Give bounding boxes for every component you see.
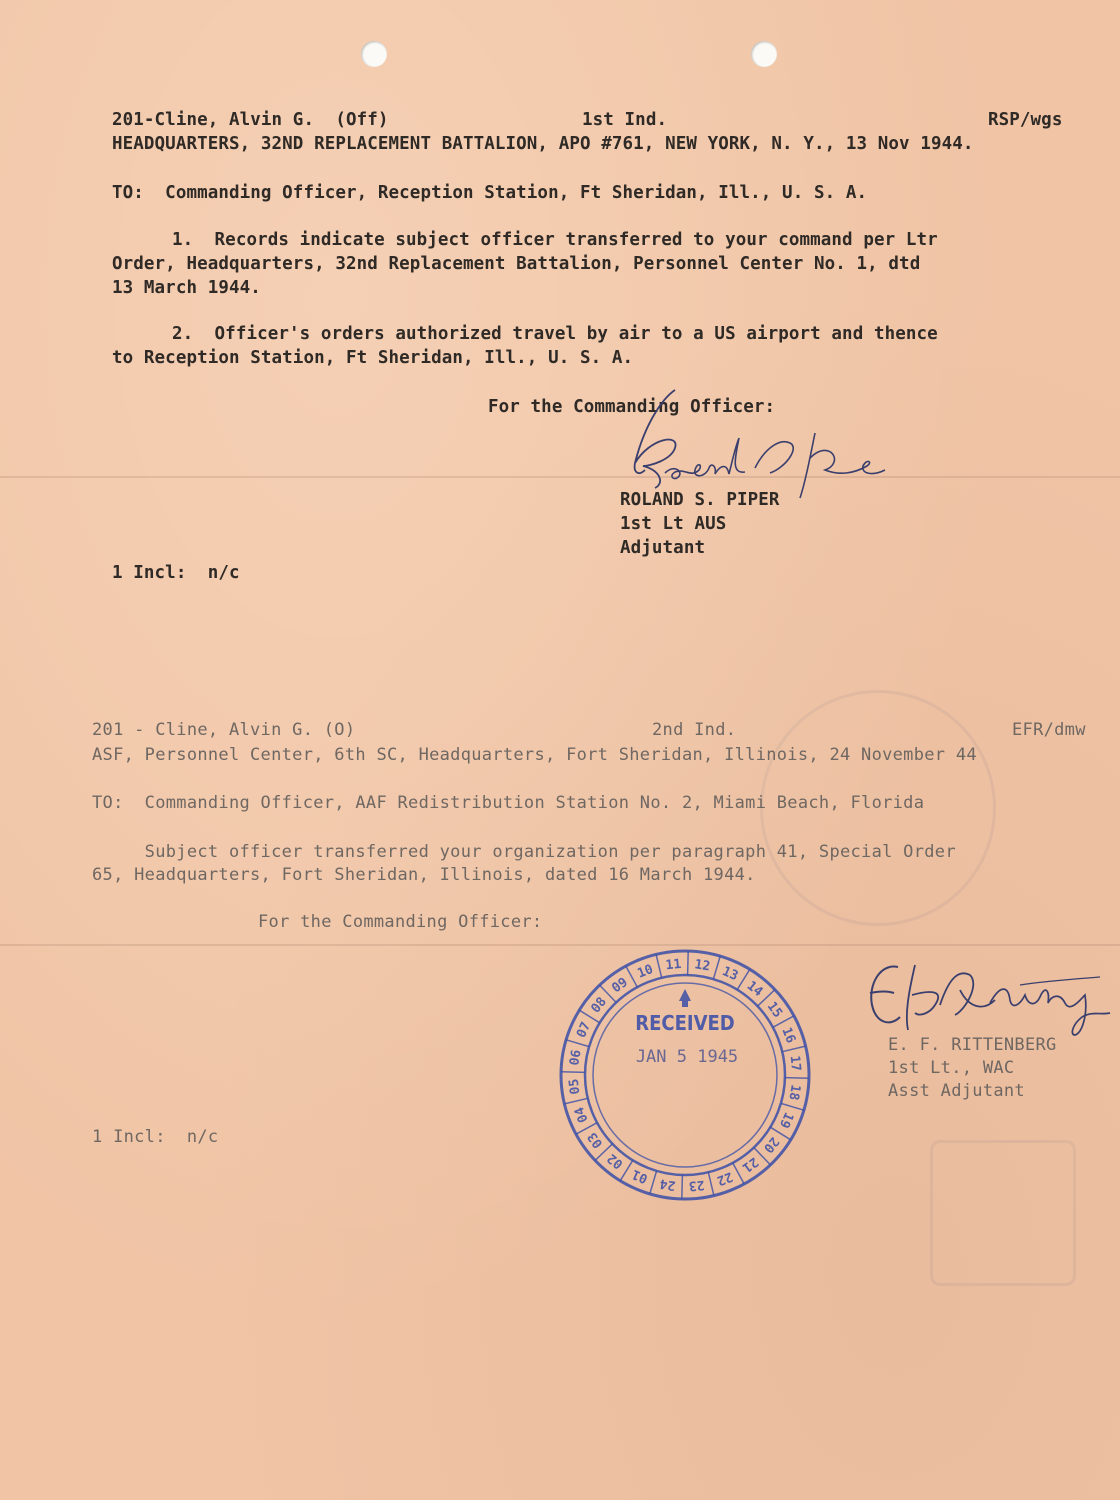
stamp-ring-divider: [566, 1040, 589, 1047]
received-date-stamp: [555, 945, 815, 1205]
signer-title-2: Asst Adjutant: [888, 1081, 1025, 1101]
stamp-ring-number: 08: [588, 994, 610, 1017]
stamp-ring-number: 19: [775, 1109, 796, 1131]
body-line-1: Subject officer transferred your organization per paragraph 41, Special Order: [92, 842, 956, 862]
signer-name-2: E. F. RITTENBERG: [888, 1035, 1057, 1055]
stamp-ring-divider: [688, 951, 689, 975]
indorsement-number: 1st Ind.: [582, 110, 668, 130]
stamp-ring-number: 16: [778, 1025, 799, 1046]
stamp-ring-divider: [781, 1103, 804, 1110]
stamp-ring-number: 18: [785, 1083, 803, 1102]
headquarters-heading-2: ASF, Personnel Center, 6th SC, Headquarters, Fort Sheridan, Illinois, 24 November 44: [92, 745, 977, 765]
stamp-ring-number: 22: [714, 1168, 735, 1189]
faint-background-stamp-2: [930, 1140, 1076, 1286]
signer-name: ROLAND S. PIPER: [620, 490, 780, 510]
stamp-ring-number: 05: [566, 1077, 584, 1096]
addressee-line: TO: Commanding Officer, Reception Station, Ft Sheridan, Ill., U. S. A.: [112, 183, 868, 203]
stamp-ring-number: 17: [786, 1054, 804, 1073]
inclosure-note-2: 1 Incl: n/c: [92, 1127, 219, 1147]
stamp-ring-number: 02: [604, 1150, 627, 1172]
paper-fold-upper: [0, 476, 1120, 478]
stamp-ring-divider: [682, 1175, 683, 1199]
stamp-ring-number: 21: [739, 1153, 761, 1176]
stamp-ring-number: 24: [658, 1175, 677, 1193]
stamp-ring-number: 07: [574, 1019, 595, 1041]
punch-hole-right: [751, 41, 777, 67]
signer-title: Adjutant: [620, 538, 706, 558]
file-reference-2: 201 - Cline, Alvin G. (O): [92, 720, 356, 740]
stamp-received-label: RECEIVED: [635, 1011, 735, 1035]
stamp-ring-number: 03: [584, 1129, 607, 1151]
paragraph-1-line-1: 1. Records indicate subject officer transferred to your command per Ltr: [172, 230, 938, 250]
reference-initials-2: EFR/dmw: [1012, 720, 1086, 740]
stamp-ring-divider: [708, 1172, 714, 1195]
stamp-ring-divider: [650, 1171, 657, 1194]
signer-rank: 1st Lt AUS: [620, 514, 727, 534]
stamp-ring-number: 15: [763, 999, 786, 1021]
punch-hole-left: [361, 41, 387, 67]
stamp-ring-number: 09: [609, 974, 631, 997]
addressee-line-2: TO: Commanding Officer, AAF Redistribution Station No. 2, Miami Beach, Florida: [92, 793, 925, 813]
stamp-ring-divider: [656, 954, 662, 977]
stamp-ring-divider: [785, 1078, 809, 1079]
paragraph-2-line-2: to Reception Station, Ft Sheridan, Ill., U. S. A.: [112, 348, 634, 368]
stamp-ring-divider: [561, 1072, 585, 1073]
stamp-ring-divider: [713, 956, 720, 979]
stamp-ring-divider: [782, 1046, 805, 1052]
signature-closing-2: For the Commanding Officer:: [258, 912, 543, 932]
paragraph-1-line-3: 13 March 1944.: [112, 278, 261, 298]
paragraph-1-line-2: Order, Headquarters, 32nd Replacement Battalion, Personnel Center No. 1, dtd: [112, 254, 921, 274]
stamp-date: JAN 5 1945: [635, 1047, 739, 1067]
file-reference: 201-Cline, Alvin G. (Off): [112, 110, 389, 130]
body-line-2: 65, Headquarters, Fort Sheridan, Illinois, dated 16 March 1944.: [92, 865, 756, 885]
stamp-ring-divider: [564, 1098, 587, 1104]
stamp-ring-number: 10: [635, 961, 656, 982]
stamp-ring-number: 14: [743, 978, 766, 1000]
headquarters-heading: HEADQUARTERS, 32ND REPLACEMENT BATTALION, APO #761, NEW YORK, N. Y., 13 Nov 1944.: [112, 134, 974, 154]
signature-closing: For the Commanding Officer:: [488, 397, 776, 417]
inclosure-note: 1 Incl: n/c: [112, 563, 240, 583]
signature-piper: [605, 378, 905, 503]
signer-rank-2: 1st Lt., WAC: [888, 1058, 1015, 1078]
stamp-ring-number: 23: [687, 1176, 706, 1194]
paragraph-2-line-1: 2. Officer's orders authorized travel by air to a US airport and thence: [172, 324, 938, 344]
stamp-ring-number: 11: [664, 956, 683, 974]
stamp-ring-number: 13: [719, 964, 741, 985]
stamp-ring-number: 04: [571, 1104, 592, 1125]
signature-rittenberg: [860, 955, 1120, 1040]
stamp-ring-number: 12: [693, 957, 712, 975]
stamp-ring-number: 20: [760, 1133, 782, 1156]
stamp-ring-number: 01: [629, 1165, 651, 1186]
stamp-ring-number: 06: [567, 1048, 585, 1067]
indorsement-number-2: 2nd Ind.: [652, 720, 737, 740]
arrow-icon: [679, 989, 691, 1007]
reference-initials: RSP/wgs: [988, 110, 1063, 130]
